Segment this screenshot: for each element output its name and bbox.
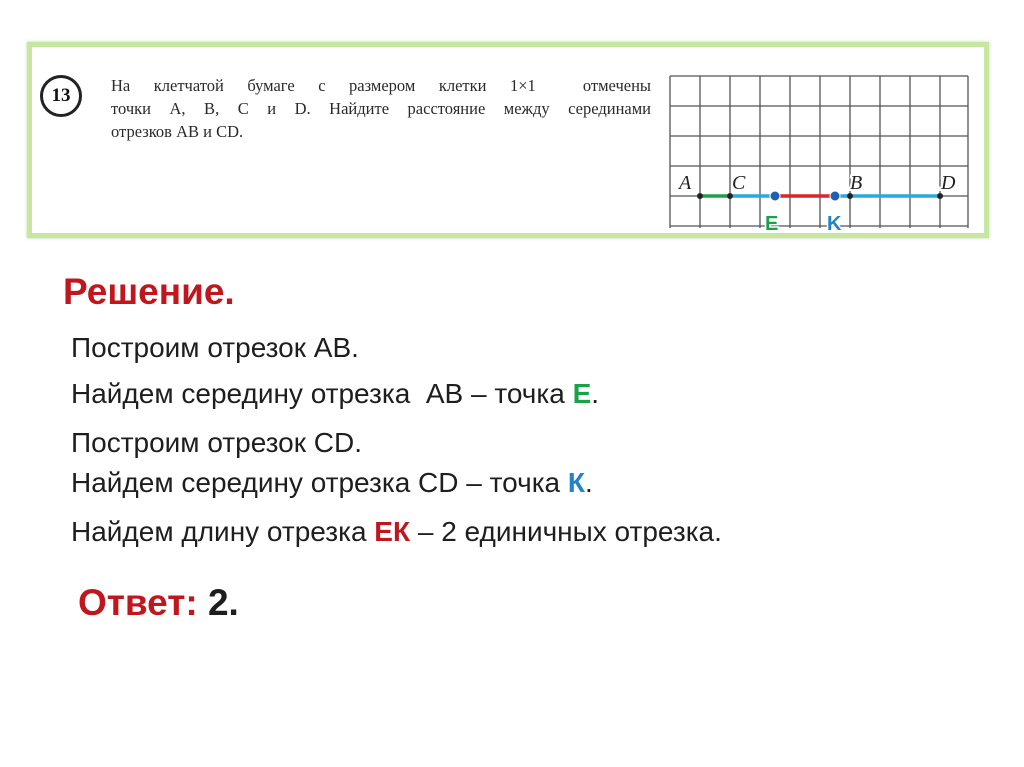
point-e-highlight: E bbox=[572, 378, 592, 409]
problem-text-line: отрезков AB и CD. bbox=[111, 122, 244, 141]
problem-number: 13 bbox=[40, 75, 82, 117]
midpoint-k-label: K bbox=[827, 213, 842, 235]
grid-lines bbox=[670, 76, 968, 240]
solution-line-3: Построим отрезок CD. bbox=[71, 427, 362, 458]
answer bbox=[78, 582, 239, 624]
answer-value: 2. bbox=[197, 582, 239, 623]
solution-line-4-text: Найдем середину отрезка CD – точка bbox=[71, 467, 568, 498]
problem-text-line: На клетчатой бумаге с размером клетки 1×1 отмечены bbox=[111, 76, 651, 95]
midpoint-e-label: E bbox=[765, 213, 779, 235]
solution-line-4-end: . bbox=[585, 467, 593, 498]
answer-label: Ответ: bbox=[78, 582, 198, 623]
solution-line-2-text: Найдем середину отрезка AB – точка bbox=[71, 378, 573, 409]
solution-line-1: Построим отрезок AB. bbox=[71, 332, 359, 363]
segment-ek-highlight: ЕК bbox=[374, 516, 411, 547]
problem-text-line: точки A, B, C и D. Найдите расстояние между серединами bbox=[111, 99, 651, 118]
solution-line-5-text: Найдем длину отрезка bbox=[71, 516, 375, 547]
solution-line-4 bbox=[71, 467, 593, 499]
solution-line-2 bbox=[71, 378, 599, 410]
solution-line-2-end: . bbox=[591, 378, 600, 409]
point-b-label: B bbox=[850, 172, 863, 194]
point-a-label: A bbox=[679, 172, 692, 194]
point-k-dot bbox=[830, 191, 840, 201]
point-c-label: C bbox=[732, 172, 746, 194]
grid-figure bbox=[660, 70, 972, 240]
point-d-label: D bbox=[941, 172, 956, 194]
solution-line-5 bbox=[71, 516, 722, 548]
problem-text bbox=[111, 74, 651, 143]
point-a-dot bbox=[697, 193, 703, 199]
solution-line-5-end: – 2 единичных отрезка. bbox=[410, 516, 722, 547]
solution-title: Решение. bbox=[63, 271, 235, 312]
point-e-dot bbox=[770, 191, 780, 201]
point-k-highlight: К bbox=[567, 467, 585, 498]
